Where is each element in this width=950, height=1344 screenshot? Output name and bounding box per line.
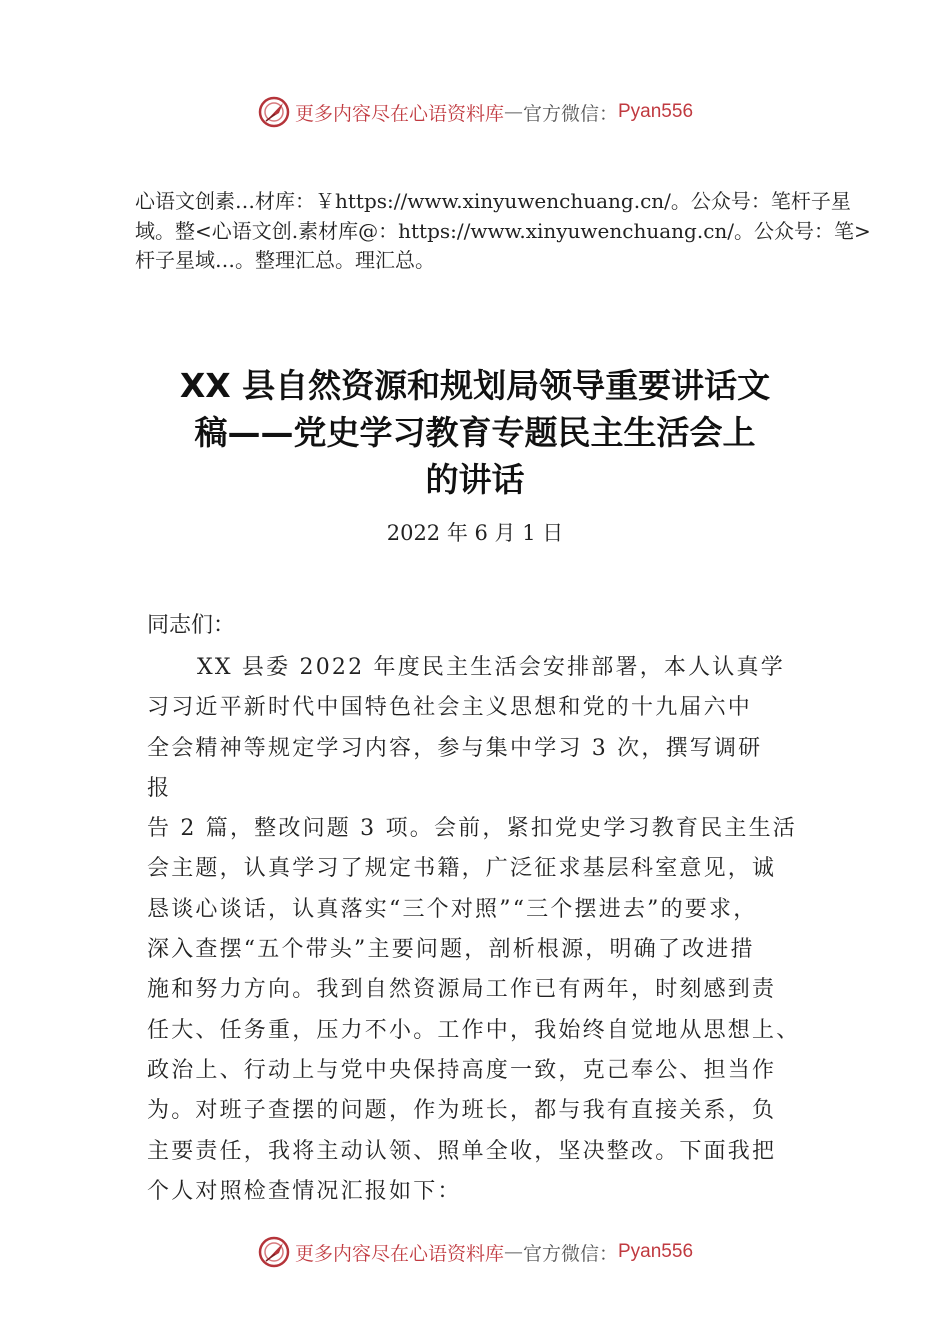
watermark-header bbox=[0, 95, 950, 129]
body-line: 全会精神等规定学习内容，参与集中学习 3 次，撰写调研 bbox=[147, 735, 763, 761]
body-line: 恳谈心谈话，认真落实“三个对照”“三个摆进去”的要求， bbox=[147, 896, 758, 922]
watermark-account: Pyan556 bbox=[618, 101, 694, 122]
body-line: 个人对照检查情况汇报如下： bbox=[147, 1178, 462, 1204]
body-line: 深入查摆“五个带头”主要问题，剖析根源，明确了改进措 bbox=[147, 937, 755, 963]
watermark-label: 官方微信： bbox=[522, 1242, 618, 1265]
watermark-separator: — bbox=[503, 1241, 523, 1263]
body-line: 告 2 篇，整改问题 3 项。会前，紧扣党史学习教育民主生活 bbox=[147, 816, 797, 842]
title-line: 稿——党史学习教育专题民主生活会上 bbox=[194, 413, 756, 452]
body-paragraph bbox=[147, 648, 807, 1212]
salutation: 同志们： bbox=[147, 613, 236, 638]
body-line bbox=[147, 648, 807, 688]
body-line: 习习近平新时代中国特色社会主义思想和党的十九届六中 bbox=[147, 695, 753, 721]
body-line: 任大、任务重，压力不小。工作中，我始终自觉地从思想上、 bbox=[147, 1017, 801, 1043]
body-line: 报 bbox=[147, 775, 172, 801]
body-line: 政治上、行动上与党中央保持高度一致，克己奉公、担当作 bbox=[147, 1057, 777, 1083]
quill-logo-icon bbox=[257, 1235, 291, 1269]
title-line: 的讲话 bbox=[425, 460, 525, 499]
watermark-slogan: 更多内容尽在心语资料库 bbox=[294, 102, 504, 125]
watermark-slogan: 更多内容尽在心语资料库 bbox=[294, 1242, 504, 1265]
quill-logo-icon bbox=[257, 95, 291, 129]
body-line-text: XX 县委 2022 年度民主生活会安排部署，本人认真学 bbox=[197, 655, 785, 680]
body-line: 主要责任，我将主动认领、照单全收，坚决整改。下面我把 bbox=[147, 1138, 777, 1164]
watermark-separator: — bbox=[503, 101, 523, 123]
source-note: 心语文创素…材库：￥https://www.xinyuwenchuang.cn/。公众号：笔杆子星域。整<心语文创.素材库@：https://www.xinyuwenchuang.cn/。公众号：笔>杆子星域…。整理汇总。理汇总。 bbox=[135, 189, 871, 272]
document-title bbox=[150, 362, 800, 503]
watermark-label: 官方微信： bbox=[522, 102, 618, 125]
watermark-footer bbox=[0, 1235, 950, 1269]
body-line: 施和努力方向。我到自然资源局工作已有两年，时刻感到责 bbox=[147, 977, 777, 1003]
watermark-account: Pyan556 bbox=[618, 1241, 694, 1262]
body-line: 为。对班子查摆的问题，作为班长，都与我有直接关系，负 bbox=[147, 1098, 777, 1124]
document-date: 2022 年 6 月 1 日 bbox=[386, 521, 564, 545]
body-line: 会主题，认真学习了规定书籍，广泛征求基层科室意见，诚 bbox=[147, 856, 777, 882]
title-line: XX 县自然资源和规划局领导重要讲话文 bbox=[179, 366, 771, 405]
